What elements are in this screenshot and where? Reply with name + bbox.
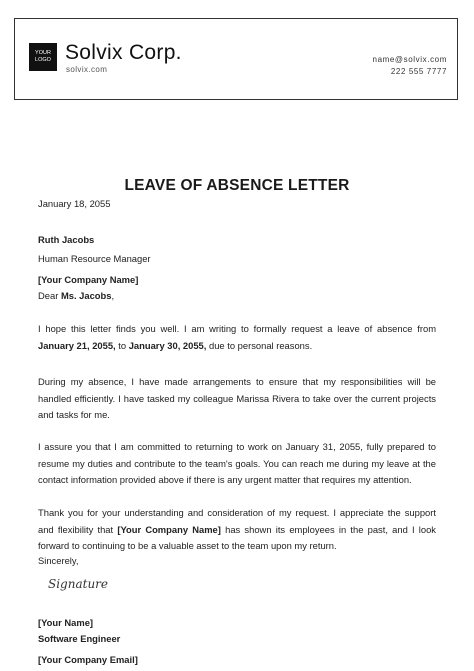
paragraph-4-text-b: has shown its employees in the past, and I look forward to continuing to be a valuable asset to the team upon my return. — [38, 523, 436, 551]
contact-email: name@solvix.com — [372, 55, 447, 64]
leave-end-date: January 30, 2055, — [128, 339, 207, 351]
sender-email: [Your Company Email] — [38, 654, 138, 665]
salutation — [38, 290, 114, 301]
paragraph-3: I assure you that I am committed to returning to work on January 31, 2055, fully prepared to resume my duties and contribute to the team's goals. You can reach me during my leave at the contact information provided above if there is any urgent matter that requires my attention. — [38, 441, 436, 485]
paragraph-1-text-b: to — [115, 339, 129, 351]
paragraph-1-text-c: due to personal reasons. — [206, 339, 313, 351]
contact-phone: 222 555 7777 — [390, 67, 447, 76]
letterhead — [14, 18, 458, 100]
company-logo — [29, 43, 57, 71]
paragraph-2: During my absence, I have made arrangements to ensure that my responsibilities will be handled efficiently. I have tasked my colleague Marissa Rivera to take over the current projects and tasks for me. — [38, 376, 436, 420]
recipient-company: [Your Company Name] — [38, 274, 139, 285]
paragraph-4-text-a: Thank you for your understanding and consideration of my request. I appreciate the support and flexibility that — [38, 507, 436, 535]
contact-info — [373, 54, 447, 78]
paragraph-1 — [38, 321, 436, 354]
letter-title: LEAVE OF ABSENCE LETTER — [124, 177, 350, 194]
letter-date: January 18, 2055 — [38, 198, 111, 209]
paragraph-1-text-a: I hope this letter finds you well. I am writing to formally request a leave of absence from — [38, 323, 436, 334]
signature: Signature — [48, 577, 109, 591]
sender-name: [Your Name] — [38, 617, 94, 628]
sender-title: Software Engineer — [38, 633, 121, 644]
company-name: Solvix Corp. — [65, 41, 182, 64]
salutation-name: Ms. Jacobs — [60, 290, 112, 301]
logo-line-1: YOUR — [35, 50, 51, 56]
paragraph-4-company: [Your Company Name] — [117, 523, 221, 535]
company-website: solvix.com — [66, 65, 108, 74]
paragraph-4 — [38, 505, 436, 555]
salutation-suffix: , — [111, 290, 115, 301]
recipient-name: Ruth Jacobs — [38, 234, 95, 245]
closing: Sincerely, — [38, 555, 79, 566]
leave-start-date: January 21, 2055, — [38, 339, 116, 351]
logo-line-2: LOGO — [35, 57, 51, 63]
recipient-title: Human Resource Manager — [38, 253, 151, 264]
salutation-prefix: Dear — [38, 290, 61, 301]
